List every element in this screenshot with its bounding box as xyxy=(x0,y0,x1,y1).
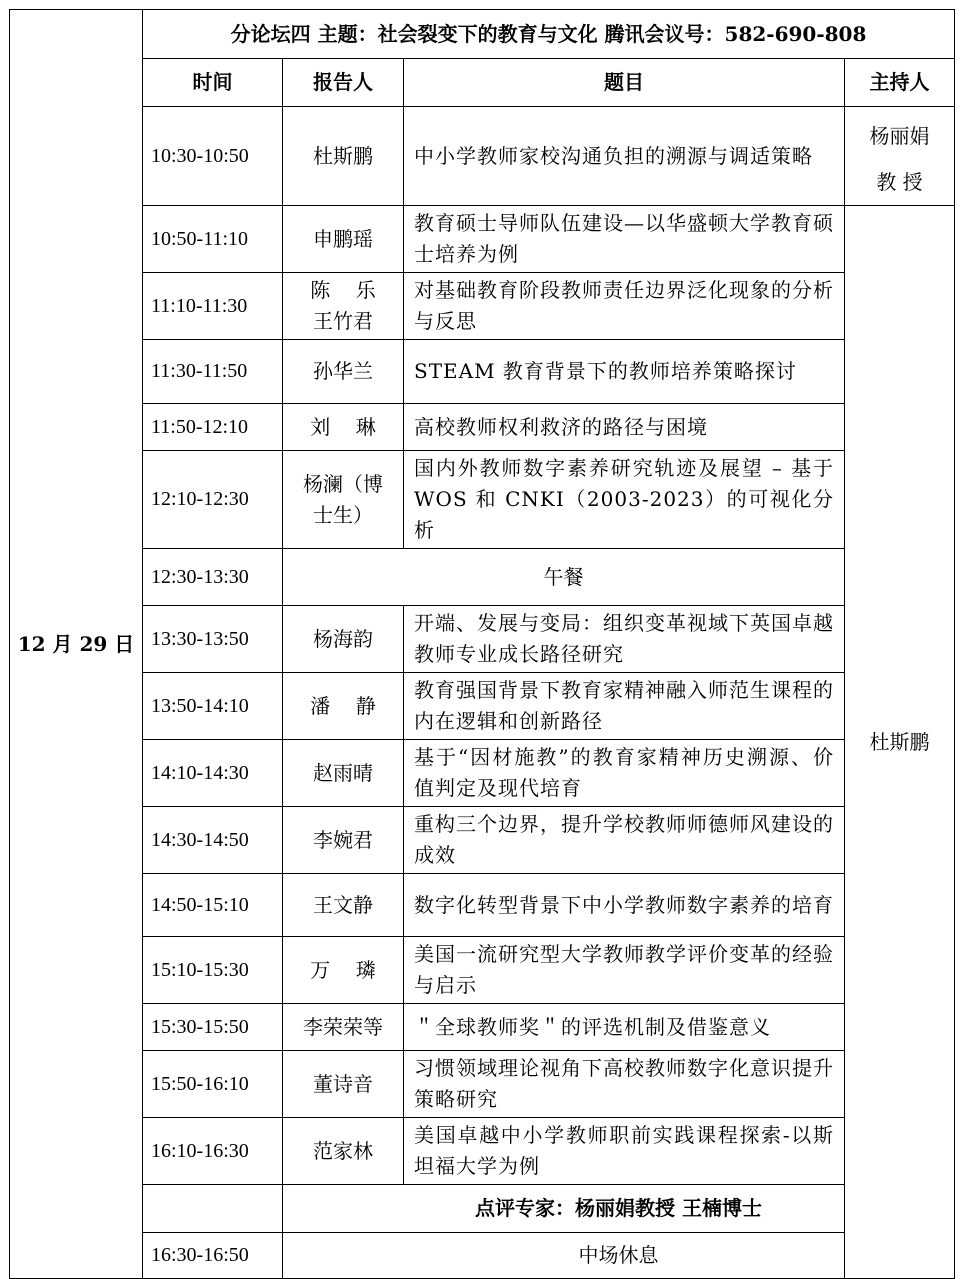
title-cell: 美国卓越中小学教师职前实践课程探索-以斯坦福大学为例 xyxy=(404,1118,845,1185)
speaker-cell: 范家林 xyxy=(283,1118,404,1185)
title-cell: STEAM 教育背景下的教师培养策略探讨 xyxy=(404,340,845,404)
time-cell: 12:10-12:30 xyxy=(143,451,283,549)
title-cell: 国内外教师数字素养研究轨迹及展望 – 基于 WOS 和 CNKI（2003-2023）的可视化分析 xyxy=(404,451,845,549)
table-row xyxy=(10,107,955,206)
lunch-cell: 午餐 xyxy=(283,549,845,606)
date-cell: 12 月 29 日 xyxy=(10,10,143,1279)
speaker-cell: 杜斯鹏 xyxy=(283,107,404,206)
title-cell: 开端、发展与变局：组织变革视域下英国卓越教师专业成长路径研究 xyxy=(404,606,845,673)
reviewers-cell: 点评专家：杨丽娟教授 王楠博士 xyxy=(283,1185,955,1233)
header-title: 题目 xyxy=(404,59,845,107)
title-cell: 教育硕士导师队伍建设—以华盛顿大学教育硕士培养为例 xyxy=(404,206,845,273)
forum-banner: 分论坛四 主题：社会裂变下的教育与文化 腾讯会议号：582-690-808 xyxy=(143,10,955,59)
title-cell: 中小学教师家校沟通负担的溯源与调适策略 xyxy=(404,107,845,206)
table-row xyxy=(10,740,955,807)
time-cell: 15:30-15:50 xyxy=(143,1004,283,1051)
time-cell: 13:30-13:50 xyxy=(143,606,283,673)
table-row xyxy=(10,874,955,937)
title-cell: 教育强国背景下教育家精神融入师范生课程的内在逻辑和创新路径 xyxy=(404,673,845,740)
table-row xyxy=(10,404,955,451)
speaker-cell: 李荣荣等 xyxy=(283,1004,404,1051)
reviewers-row xyxy=(10,1185,955,1233)
time-cell: 12:30-13:30 xyxy=(143,549,283,606)
host-name: 杨丽娟 xyxy=(869,124,930,148)
speaker-cell: 王文静 xyxy=(283,874,404,937)
time-cell: 15:10-15:30 xyxy=(143,937,283,1004)
break-row xyxy=(10,1233,955,1279)
time-cell: 13:50-14:10 xyxy=(143,673,283,740)
table-row xyxy=(10,451,955,549)
time-cell: 10:50-11:10 xyxy=(143,206,283,273)
time-cell: 11:30-11:50 xyxy=(143,340,283,404)
host-cell: 杜斯鹏 xyxy=(845,206,955,1279)
title-cell: 数字化转型背景下中小学教师数字素养的培育 xyxy=(404,874,845,937)
time-cell: 14:10-14:30 xyxy=(143,740,283,807)
title-cell: 重构三个边界，提升学校教师师德师风建设的成效 xyxy=(404,807,845,874)
host-title: 教 授 xyxy=(876,170,923,194)
speaker-cell: 李婉君 xyxy=(283,807,404,874)
break-cell: 中场休息 xyxy=(283,1233,955,1279)
banner-row xyxy=(10,10,955,59)
title-cell: 对基础教育阶段教师责任边界泛化现象的分析与反思 xyxy=(404,273,845,340)
title-cell: 习惯领域理论视角下高校教师数字化意识提升策略研究 xyxy=(404,1051,845,1118)
table-row xyxy=(10,1051,955,1118)
speaker-cell: 董诗音 xyxy=(283,1051,404,1118)
table-row xyxy=(10,206,955,273)
title-cell: 高校教师权利救济的路径与困境 xyxy=(404,404,845,451)
time-cell: 11:10-11:30 xyxy=(143,273,283,340)
speaker-cell: 杨澜（博 士生） xyxy=(283,451,404,549)
speaker-cell: 刘 琳 xyxy=(283,404,404,451)
table-row xyxy=(10,1118,955,1185)
time-cell: 14:50-15:10 xyxy=(143,874,283,937)
title-cell: 美国一流研究型大学教师教学评价变革的经验与启示 xyxy=(404,937,845,1004)
speaker-cell: 孙华兰 xyxy=(283,340,404,404)
header-host: 主持人 xyxy=(845,59,955,107)
table-row xyxy=(10,1004,955,1051)
time-cell: 16:30-16:50 xyxy=(143,1233,283,1279)
lunch-row xyxy=(10,549,955,606)
table-row xyxy=(10,807,955,874)
speaker-cell: 潘 静 xyxy=(283,673,404,740)
header-row xyxy=(10,59,955,107)
schedule-table xyxy=(9,9,955,1279)
table-row xyxy=(10,340,955,404)
speaker-cell: 陈 乐 王竹君 xyxy=(283,273,404,340)
title-cell: 基于“因材施教”的教育家精神历史溯源、价值判定及现代培育 xyxy=(404,740,845,807)
blank-cell xyxy=(143,1185,283,1233)
time-cell: 11:50-12:10 xyxy=(143,404,283,451)
time-cell: 14:30-14:50 xyxy=(143,807,283,874)
time-cell: 10:30-10:50 xyxy=(143,107,283,206)
table-row xyxy=(10,606,955,673)
speaker-cell: 申鹏瑶 xyxy=(283,206,404,273)
time-cell: 15:50-16:10 xyxy=(143,1051,283,1118)
title-cell: ＂全球教师奖＂的评选机制及借鉴意义 xyxy=(404,1004,845,1051)
host-cell xyxy=(845,107,955,206)
speaker-cell: 赵雨晴 xyxy=(283,740,404,807)
table-row xyxy=(10,273,955,340)
speaker-cell: 杨海韵 xyxy=(283,606,404,673)
table-row xyxy=(10,673,955,740)
header-speaker: 报告人 xyxy=(283,59,404,107)
table-row xyxy=(10,937,955,1004)
speaker-cell: 万 璘 xyxy=(283,937,404,1004)
time-cell: 16:10-16:30 xyxy=(143,1118,283,1185)
header-time: 时间 xyxy=(143,59,283,107)
